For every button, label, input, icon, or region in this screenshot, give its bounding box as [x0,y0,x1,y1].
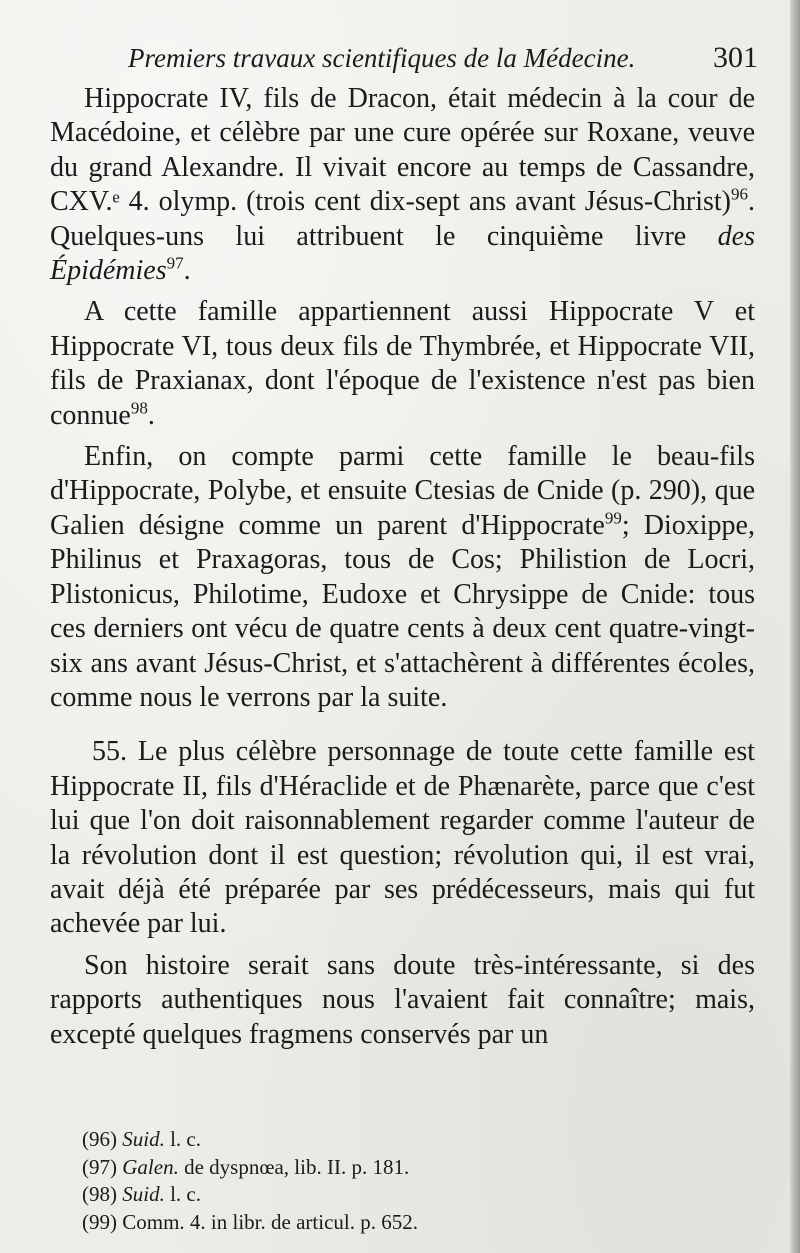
footnote-source: Suid. [122,1182,165,1206]
text-run: A cette famille appartiennent aussi Hippocrate V et Hippocrate VI, tous deux fils de Thymbrée, et Hippocrate VII, fils de Praxianax, dont l'époque de l'existence n'est pas bien connue [50,296,755,431]
footnote-text: Comm. 4. in libr. de articul. p. 652. [122,1209,418,1234]
paragraph-p3 [50,440,755,715]
footnote-ref: 96 [731,184,748,204]
footnote-number: (97) [82,1154,117,1179]
text-run: Hippocrate IV, fils de Dracon, était médecin à la cour de Macédoine, et célèbre par une cure opérée sur Roxane, veuve du grand Alexandre. Il vivait encore au temps de Cassandre, CXV.ᵉ 4. olymp. (trois cent dix-sept ans avant Jésus-Christ) [50,83,755,218]
footnote-ref: 99 [604,508,622,528]
text-run: ; Dioxippe, Philinus et Praxagoras, tous de Cos; Philistion de Locri, Plistonicus, Philotime, Eudoxe et Chrysippe de Cnide: tous ces derniers ont vécu de quatre cents à deux cent quatre-vingt-six ans avant Jésus-Christ, et s'attachèrent à différentes écoles, comme nous le verrons par la suite. [50,509,755,713]
running-head [128,40,758,76]
paragraph-p1 [50,82,755,288]
text-run: . Quelques-uns lui attribuent le cinquième livre [50,186,755,252]
paragraph-p4 [50,735,755,941]
text-run: . [147,399,155,431]
paragraph-p2 [50,295,755,433]
footnote [82,1181,742,1209]
footnote-number: (96) [82,1127,117,1151]
body-text [50,82,755,1059]
text-run: 55. Le plus célèbre personnage de toute cette famille est Hippocrate II, fils d'Héraclide et de Phænarète, parce que c'est lui que l'on doit raisonnablement regarder comme l'auteur de la révolution dont il est question; révolution qui, il est vrai, avait déjà été préparée par ses prédécesseurs, mais qui fut achevée par lui. [50,736,755,940]
footnotes [82,1126,742,1236]
text-run: . [183,255,191,287]
footnote [82,1126,742,1154]
footnote-text: l. c. [170,1127,201,1151]
footnote-source: Suid. [122,1127,165,1151]
footnote-source: Galen. [122,1154,179,1179]
text-run: Son histoire serait sans doute très-intéressante, si des rapports authentiques nous l'avaient fait connaître; mais, excepté quelques fragmens conservés par un [50,949,755,1050]
page-number: 301 [713,41,758,74]
footnote-number: (98) [82,1182,117,1206]
footnote-number: (99) [82,1209,117,1234]
footnote-text: de dyspnœa, lib. II. p. 181. [184,1154,410,1179]
text-run: Enfin, on compte parmi cette famille le beau-fils d'Hippocrate, Polybe, et ensuite Ctesias de Cnide (p. 290), que Galien désigne comme un parent d'Hippocrate [50,441,755,541]
footnote [82,1154,742,1182]
running-title: Premiers travaux scientifiques de la Médecine. [128,43,636,73]
footnote-ref: 97 [166,253,184,273]
footnote-ref: 98 [130,398,148,418]
paragraph-p5 [50,949,755,1052]
footnote [82,1209,742,1237]
footnote-text: l. c. [170,1182,201,1206]
italic-title: des Épidémies [50,220,755,287]
page-edge-shadow [790,0,800,1253]
